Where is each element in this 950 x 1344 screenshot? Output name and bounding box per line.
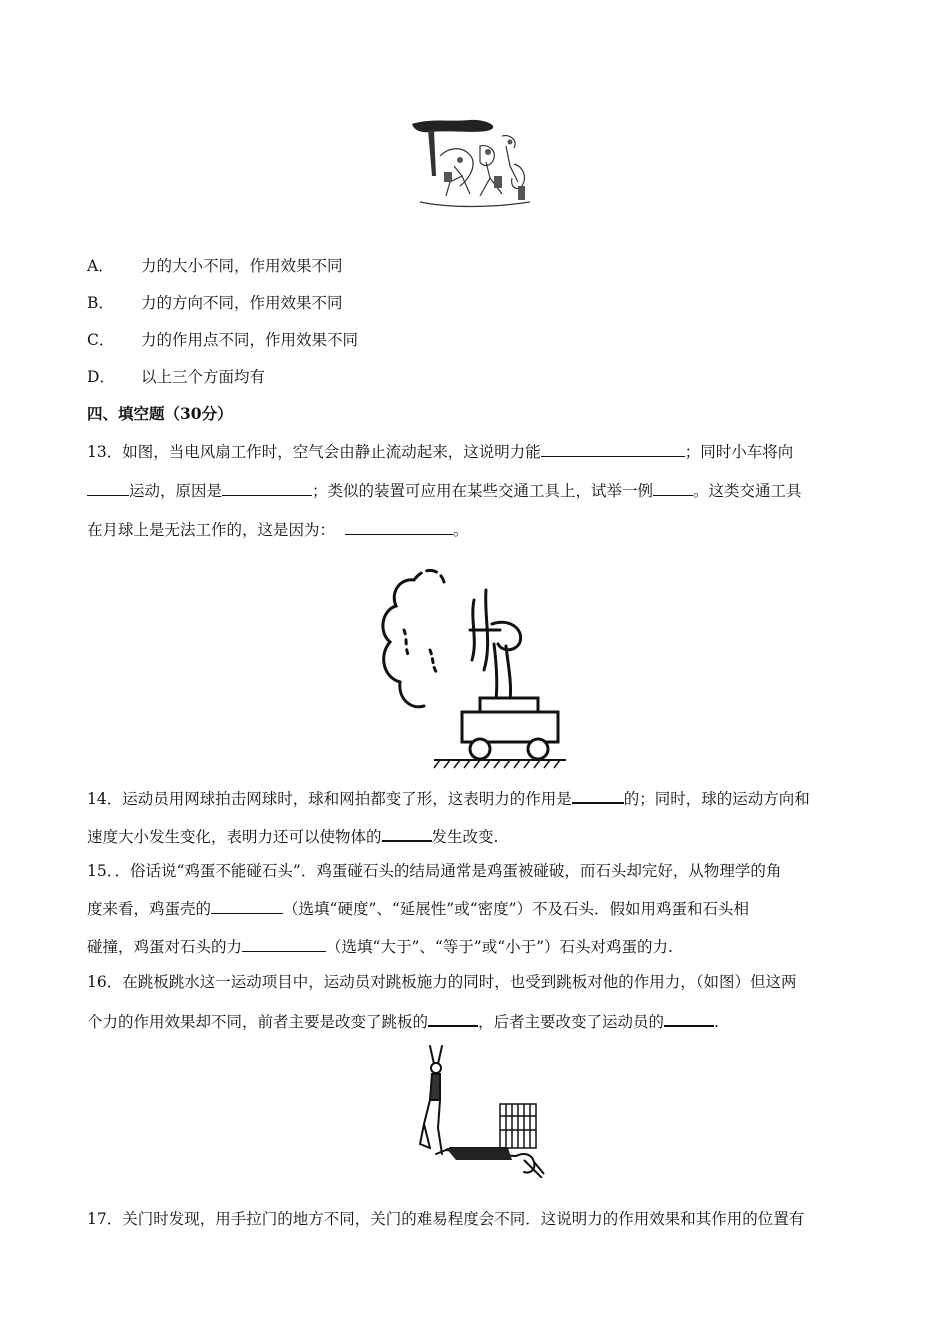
q14-text-2a: 速度大小发生变化，表明力还可以使物体的 — [87, 828, 382, 846]
q13-text-2b: ；类似的装置可应用在某些交通工具上，试举一例 — [312, 482, 654, 500]
option-a-letter: A． — [87, 257, 114, 275]
q15-blank-1[interactable] — [211, 898, 283, 914]
option-b-letter: B． — [87, 294, 114, 312]
q14-text-2b: 发生改变. — [431, 828, 499, 846]
q14-text-1a: 14．运动员用网球拍击网球时，球和网拍都变了形，这表明力的作用是 — [87, 790, 572, 808]
option-c-letter: C． — [87, 331, 115, 349]
q13-line-2 — [87, 480, 802, 501]
q14-blank-2[interactable] — [382, 825, 432, 842]
q15-text-2a: 度来看，鸡蛋壳的 — [87, 900, 212, 918]
option-d-letter: D． — [87, 368, 115, 386]
q13-line-1 — [87, 441, 793, 462]
q15-text-3a: 碰撞，鸡蛋对石头的力 — [87, 938, 243, 956]
section-heading: 四、填空题（30分） — [87, 404, 233, 423]
q13-text-1b: ；同时小车将向 — [684, 443, 794, 461]
option-c-text: 力的作用点不同，作用效果不同 — [141, 331, 359, 349]
q14-blank-1[interactable] — [572, 787, 624, 804]
option-b-text: 力的方向不同，作用效果不同 — [141, 294, 343, 312]
q13-blank-3[interactable] — [222, 480, 312, 496]
option-a-text: 力的大小不同，作用效果不同 — [141, 257, 343, 275]
q16-text-2a: 个力的作用效果却不同，前者主要是改变了跳板的 — [87, 1013, 429, 1031]
q13-blank-1[interactable] — [541, 441, 685, 457]
q16-blank-2[interactable] — [664, 1010, 714, 1027]
q15-blank-2[interactable] — [242, 936, 326, 952]
q15-line-2 — [87, 898, 749, 919]
q13-text-3a: 在月球上是无法工作的，这是因为： — [87, 521, 336, 539]
q14-text-1b: 的；同时，球的运动方向和 — [623, 790, 810, 808]
diver-springboard-illustration — [416, 1044, 548, 1178]
q13-text-2c: 。这类交通工具 — [693, 482, 802, 500]
q16-text-2b: ，后者主要改变了运动员的 — [478, 1013, 665, 1031]
q17-line-1: 17．关门时发现，用手拉门的地方不同，关门的难易程度会不同．这说明力的作用效果和其作用的位置有 — [87, 1210, 805, 1228]
q13-blank-4[interactable] — [653, 480, 693, 496]
q14-line-1 — [87, 787, 810, 809]
q16-text-2c: . — [714, 1013, 719, 1031]
q14-line-2 — [87, 825, 498, 847]
q13-blank-5[interactable] — [345, 519, 453, 535]
q13-text-1a: 13．如图，当电风扇工作时，空气会由静止流动起来，这说明力能 — [87, 443, 541, 461]
q13-line-3 — [87, 519, 468, 540]
q16-line-1: 16．在跳板跳水这一运动项目中，运动员对跳板施力的同时，也受到跳板对他的作用力，（如图）但这两 — [87, 973, 797, 991]
q15-line-1: 15．．俗话说“鸡蛋不能碰石头”．鸡蛋碰石头的结局通常是鸡蛋被碰破，而石头却完好，从物理学的角 — [87, 862, 782, 880]
q13-blank-2[interactable] — [87, 480, 129, 496]
tree-scene-illustration — [410, 116, 534, 214]
q15-line-3 — [87, 936, 673, 957]
option-d-text: 以上三个方面均有 — [141, 368, 266, 386]
q13-text-3b: 。 — [452, 521, 469, 539]
q16-blank-1[interactable] — [428, 1010, 478, 1027]
fan-cart-illustration — [374, 560, 570, 772]
q15-text-3b: （选填“大于”、“等于”或“小于”）石头对鸡蛋的力. — [326, 938, 673, 956]
q13-text-2a: 运动，原因是 — [129, 482, 223, 500]
q15-text-2b: （选填“硬度”、“延展性”或“密度”）不及石头．假如用鸡蛋和石头相 — [283, 900, 750, 918]
q16-line-2 — [87, 1010, 719, 1032]
